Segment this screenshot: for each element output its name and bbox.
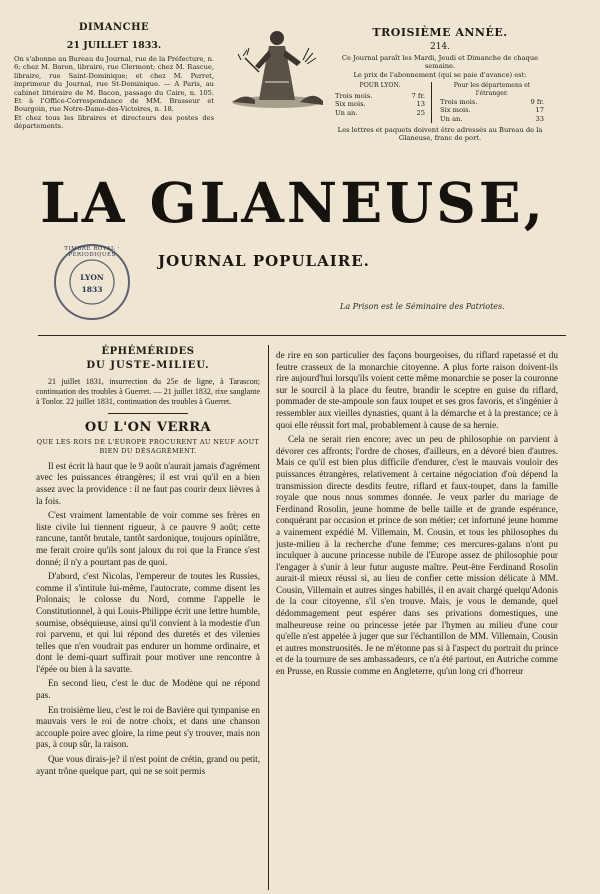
right-column bbox=[276, 350, 558, 681]
top-rule bbox=[38, 335, 566, 336]
ephemerides-text: 21 juillet 1831, insurrection du 25e de ligne, à Tarascon; continuation des troubles à Guerret. — 21 juillet 1832, rixe sanglante à Tonlor. 22 juillet 1831, continuation des troubles à Guerret. bbox=[36, 377, 260, 406]
article-title: OU L'ON VERRA bbox=[84, 419, 212, 435]
postage-note: Les lettres et paquets doivent être adressés au Bureau de la Glaneuse, franc de port. bbox=[337, 126, 543, 143]
ephemerides-title: ÉPHÉMÉRIDES bbox=[101, 346, 195, 357]
price-row: Un an. 25 bbox=[335, 108, 425, 117]
left-column bbox=[36, 346, 260, 780]
article-subtitle: QUE LES ROIS DE L'EUROPE PROCURENT AU NEUF AOUT BIEN DU DÉSAGRÉMENT. bbox=[36, 437, 260, 455]
paragraph: Que vous dirais-je? il n'est point de crétin, grand ou petit, ayant trône quelque part, qui ne se soit permis bbox=[36, 754, 260, 776]
price-row: Trois mois. 7 fr. bbox=[335, 92, 425, 101]
subscription-info: On s'abonne au Bureau du Journal, rue de la Préfecture, n. 6; chez M. Baron, libraire, rue Clermont; chez M. Rascue, libraire, rue Saint-Dominique; et chez M. Perret, imprimeur du Journal, rue St-Dominique. — A Paris, au cabinet littéraire de M. Bacon, passage du Caire, n. 105. Et à l'Office-Correspondance de MM. Brasseur et Bourgoin, rue Notre-Dame-des-Victoires, n. 18. bbox=[14, 55, 214, 114]
masthead-title: LA GLANEUSE, bbox=[40, 170, 546, 235]
price-table bbox=[335, 82, 545, 123]
section-rule bbox=[108, 413, 188, 414]
booksellers-note: Et chez tous les libraires et directeurs des postes des départements. bbox=[14, 113, 214, 131]
stamp-ring-text: TIMBRE ROYAL · PÉRIODIQUES bbox=[64, 246, 120, 258]
issue-number: 214. bbox=[429, 42, 451, 52]
issue-date: 21 JUILLET 1833. bbox=[66, 40, 162, 51]
price-note: Le prix de l'abonnement (qui se paie d'avance) est: bbox=[353, 70, 527, 79]
year-label: TROISIÈME ANNÉE. bbox=[372, 26, 508, 39]
paragraph: de rire en son particulier des façons bourgeoises, du riflard rapetassé et du feutre crasseux de la monarchie citoyenne. A plus forte raison doivent-ils rire aujourd'hui lorsqu'ils voient cette même monarchie se poser la couronne sur le sourcil à la place du feutre, brandir le sceptre en guise du riflard, pommader de ste-ampoule son faux toupet et ses gros favoris, et s'ingénier à ressembler aux vieilles dynasties, quant à la démarche et à la prestance; ce à quoi elle réussit fort mal, probablement à cause de sa hernie. bbox=[276, 350, 558, 430]
paragraph: Cela ne serait rien encore; avec un peu de philosophie on parvient à dévorer ces affronts; l'ordre de choses, d'ailleurs, en a dévoré bien d'autres. Mais ce qu'il est bien plus difficile d'endurer, c'est le mauvais vouloir des puissances étrangères, relativement à certaine négociation d'où dépend la transmission directe desdits feutre, riflard et faux-toupet, dans la famille royale que nous nous sommes donnée. Je veux parler du mariage de Ferdinand Rosolin, jeune homme de belle taille et de grande espérance, conquérant par occasion et prince de son métier; cet infortuné jeune homme a vainement expédié M. Villemain, M. Cousin, et tous les philosophes du juste-milieu à la recherche d'une femme; ces mercures-galans n'ont pu inculquer à aucune princesse nubile de l'Europe assez de philosophie pour l'engager à s'unir à leur futur auguste maître. Peut-être Ferdinand Rosolin aurait-il mieux réussi si, au lieu de confier cette mission délicate à MM. Cousin, Villemain et autres singes habillés, il en avait chargé quelqu'Adonis de la cour citoyenne, s'il s'en trouve. Mais, je vous le demande, quel dédommagement peut espérer dans ses privations domestiques, une malheureuse reine ou princesse jetée par l'hymen au milieu d'une cour qu'elle n'est appelée à juger que sur l'échantillon de MM. Villemain, Cousin et autres monstruosités. Je ne m'étonne pas si à l'aspect du portrait du prince et de la tournure de ses ambassadeurs, ce n'a été partout, en Autriche comme en Prusse, en Russie comme en Angleterre, qu'un long cri d'horreur bbox=[276, 434, 558, 677]
article-body-left bbox=[36, 461, 260, 777]
weekday: DIMANCHE bbox=[78, 22, 150, 33]
paragraph: En troisième lieu, c'est le roi de Bavière qui tympanise en mauvais vers le roi de notre choix, et dans une chanson accouple poire avec gloire, la rime peut s'y trouver, mais non pas, à coup sûr, la raison. bbox=[36, 704, 260, 750]
price-row: Six mois. 17 bbox=[440, 106, 544, 115]
price-row: Un an. 33 bbox=[440, 114, 544, 123]
price-departements bbox=[432, 82, 544, 123]
royal-stamp bbox=[52, 242, 132, 322]
stamp-city: LYON bbox=[80, 273, 104, 282]
gleaner-vignette bbox=[225, 22, 330, 110]
paragraph: En second lieu, c'est le duc de Modène qui ne répond pas. bbox=[36, 678, 260, 701]
stamp-year: 1833 bbox=[81, 285, 103, 294]
price-row: Trois mois. 9 fr. bbox=[440, 97, 544, 106]
paragraph: Il est écrit là haut que le 9 août n'aurait jamais d'agrément avec les puissances étrangères; il est vrai qu'il en a bien assez avec la providence : il ne faut pas courir deux lièvres à la fois. bbox=[36, 460, 260, 506]
price-row: Six mois. 13 bbox=[335, 100, 425, 109]
lyon-heading: POUR LYON. bbox=[359, 82, 401, 90]
paragraph: D'abord, c'est Nicolas, l'empereur de toutes les Russies, comme il s'intitule lui-même, l'autocrate, comme disent les Polonais; le colosse du Nord, comme l'appelle le Constitutionnel, à qui Louis-Philippe écrit une lettre humble, soumise, obséquieuse, ainsi qu'il convient à la modestie d'un roi parvenu, et qui lui répond des duretés et des vilenies telles que n'en voudrait pas endurer un homme ordinaire, et dont le demi-quart suffirait pour motiver une rencontre à l'épée ou bien à la savatte. bbox=[36, 571, 260, 674]
masthead-subtitle: JOURNAL POPULAIRE. bbox=[158, 252, 370, 270]
ephemerides-subtitle: DU JUSTE-MILIEU. bbox=[86, 360, 210, 371]
column-divider bbox=[268, 345, 269, 890]
publication-days: Ce Journal paraît les Mardi, Jeudi et Dimanche de chaque semaine. bbox=[341, 54, 539, 71]
header-right bbox=[335, 26, 545, 143]
header-left bbox=[14, 22, 214, 131]
paragraph: C'est vraiment lamentable de voir comme ses frères en liste civile lui tiennent rigueur, à ce pauvre 9 août; cette rancune, tantôt brutale, tantôt sardonique, toujours opiniâtre, me ferait croire qu'ils sont jaloux du roi que la France s'est donné; il n'y a pourtant pas de quoi. bbox=[36, 510, 260, 567]
gleaner-illustration-icon bbox=[225, 22, 330, 110]
dept-heading: Pour les départemens et l'étranger. bbox=[453, 82, 531, 98]
masthead-motto: La Prison est le Séminaire des Patriotes. bbox=[340, 302, 505, 311]
price-lyon bbox=[335, 82, 432, 123]
